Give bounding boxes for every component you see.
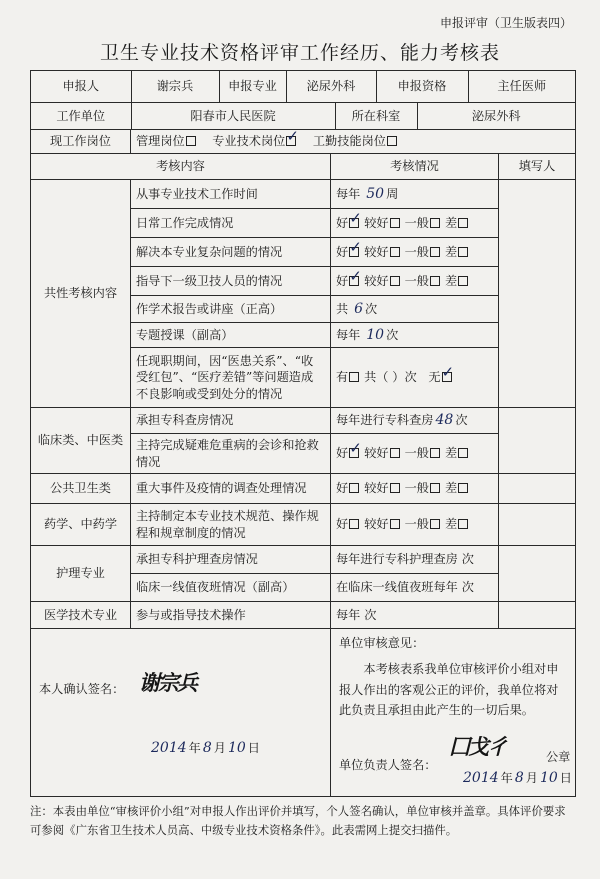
rating-good-checkbox — [349, 218, 359, 228]
col-header-content: 考核内容 — [31, 154, 331, 180]
item-events: 重大事件及疫情的调查处理情况 — [131, 474, 331, 504]
item-reports: 作学术报告或讲座（正高） — [131, 296, 331, 323]
item-standards: 主持制定本专业技术规范、操作规程和规章制度的情况 — [131, 504, 331, 546]
checkbox-worker — [387, 136, 397, 146]
category-public-health: 公共卫生类 — [31, 474, 131, 504]
col-header-filler: 填写人 — [499, 154, 576, 180]
applicant-label: 申报人 — [31, 71, 131, 102]
filler-cell-medtech — [499, 602, 576, 629]
category-common: 共性考核内容 — [31, 180, 131, 408]
form-title: 卫生专业技术资格评审工作经历、能力考核表 — [99, 42, 500, 64]
post-options — [131, 130, 576, 154]
post-option-worker: 工勤技能岗位 — [313, 134, 398, 148]
item-tech-ops: 参与或指导技术操作 — [131, 602, 331, 629]
filler-cell-clinical — [499, 408, 576, 474]
item-difficult-cases: 主持完成疑难危重病的会诊和抢救情况 — [131, 434, 331, 474]
item-work-time: 从事专业技术工作时间 — [131, 180, 331, 209]
filler-cell-nursing — [499, 546, 576, 602]
assessment-table — [30, 70, 576, 797]
rating-standards: 好 较好 一般 差 — [331, 504, 499, 546]
footer-note: 注：本表由单位“审核评价小组”对申报人作出评价并填写，个人签名确认，单位审核并盖章。具体评价要求可参阅《广东省卫生技术人员高、中级专业技术资格条件》。此表需网上提交扫描件。 — [30, 804, 566, 837]
specialty-value: 泌尿外科 — [286, 71, 376, 102]
item-solve-problems: 解决本专业复杂问题的情况 — [131, 238, 331, 267]
leader-sign-date: 2014 年 8 月 10 日 — [463, 770, 572, 786]
item-night-shift: 临床一线值夜班情况（副高） — [131, 574, 331, 602]
filler-cell-pharmacy — [499, 504, 576, 546]
form-code: 申报评审（卫生版表四） — [439, 16, 572, 30]
filler-cell-public-health — [499, 474, 576, 504]
applicant-signature: 谢宗兵 — [139, 671, 196, 695]
leader-signature: ⼞⼽⼻ — [449, 735, 506, 759]
qualification-value: 主任医师 — [497, 79, 547, 94]
checkbox-management — [186, 136, 196, 146]
employer-label: 工作单位 — [31, 103, 131, 129]
category-pharmacy: 药学、中药学 — [31, 504, 131, 546]
applicant-sign-label: 本人确认签名： — [39, 682, 125, 696]
value-incidents: 有 共（ ）次 无✓ — [331, 348, 499, 408]
value-nursing-rounds: 每年进行专科护理查房 次 — [331, 546, 499, 574]
applicant-name: 谢宗兵 — [131, 71, 219, 102]
item-nursing-rounds: 承担专科护理查房情况 — [131, 546, 331, 574]
value-night-shift: 在临床一线值夜班每年 次 — [331, 574, 499, 602]
post-label: 现工作岗位 — [31, 130, 131, 154]
post-option-professional: 专业技术岗位✓ — [212, 134, 297, 148]
post-option-management: 管理岗位 — [136, 134, 197, 148]
filler-cell-common — [499, 180, 576, 408]
applicant-sign-date: 2014 年 8 月 10 日 — [151, 740, 260, 756]
checkbox-none-incidents — [442, 372, 452, 382]
value-lectures: 每年 10 次 — [331, 323, 499, 348]
item-guide-staff: 指导下一级卫技人员的情况 — [131, 267, 331, 296]
unit-review-cell — [331, 629, 576, 797]
category-clinical: 临床类、中医类 — [31, 408, 131, 474]
leader-sign-label: 单位负责人签名： — [339, 758, 437, 772]
seal-label: 公章 — [546, 750, 571, 764]
item-lectures: 专题授课（副高） — [131, 323, 331, 348]
item-rounds: 承担专科查房情况 — [131, 408, 331, 434]
unit-review-title: 单位审核意见： — [339, 636, 425, 650]
item-incidents: 任现职期间，因“医患关系”、“收受红包”、“医疗差错”等问题造成不良影响或受到处分的情况 — [131, 348, 331, 408]
category-nursing: 护理专业 — [31, 546, 131, 602]
applicant-sign-cell — [31, 629, 331, 797]
rating-guide-staff: 好✓ 较好 一般 差 — [331, 267, 499, 296]
qualification-label: 申报资格 — [376, 71, 468, 102]
value-work-time: 每年 50 周 — [331, 180, 499, 209]
rating-solve-problems: 好✓ 较好 一般 差 — [331, 238, 499, 267]
rating-difficult-cases: 好✓ 较好 一般 差 — [331, 434, 499, 474]
rating-events: 好 较好 一般 差 — [331, 474, 499, 504]
checkbox-professional — [286, 136, 296, 146]
col-header-status: 考核情况 — [331, 154, 499, 180]
dept-value: 泌尿外科 — [471, 108, 521, 123]
category-medtech: 医学技术专业 — [31, 602, 131, 629]
specialty-label: 申报专业 — [219, 71, 286, 102]
value-rounds: 每年进行专科查房 48 次 — [331, 408, 499, 434]
employer-value: 阳春市人民医院 — [131, 103, 335, 129]
value-tech-ops: 每年 次 — [331, 602, 499, 629]
rating-daily-work: 好✓ 较好 一般 差 — [331, 209, 499, 238]
dept-label: 所在科室 — [335, 103, 417, 129]
item-daily-work: 日常工作完成情况 — [131, 209, 331, 238]
value-reports: 共 6 次 — [331, 296, 499, 323]
unit-review-text: 本考核表系我单位审核评价小组对申报人作出的客观公正的评价，我单位将对此负责且承担由此产生的一切后果。 — [339, 662, 559, 717]
